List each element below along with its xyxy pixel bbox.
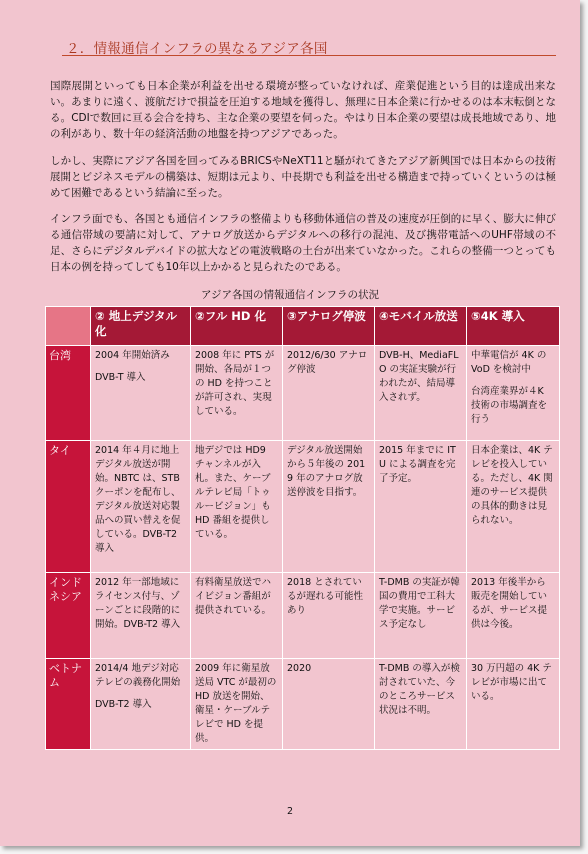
header-cell: ②フル HD 化 [191, 307, 283, 346]
cell-text: T-DMB の実証が韓国の費用で工科大学で実施。サービス予定なし [379, 577, 460, 630]
cell-text: 中華電信が 4K の VoD を検討中 [471, 350, 547, 375]
table-cell [467, 659, 560, 750]
cell-text: DVB-T 導入 [95, 372, 146, 383]
cell-text: 日本企業は、4K テレビを投入している。ただし、4K 関連のサービス提供の具体的動きは見られない。 [471, 445, 553, 526]
cell-text: 30 万円超の 4K テレビが市場に出ている。 [471, 663, 552, 702]
table-cell [191, 346, 283, 441]
cell-text: 2004 年開始済み [95, 350, 170, 361]
paragraph-1: 国際展開といっても日本企業が利益を出せる環境が整っていなければ、産業促進という目的は達成出来ない。あまりに遠く、渡航だけで損益を圧迫する地域を獲得し、無理に日本企業に行かせるのは本末転倒となる。CDIで数回に亘る会合を持ち、主な企業の要望を伺った。やはり日本企業の要望は成長地域であり、地の利があり、数十年の経済活動の地盤を持つアジアであった。 [50, 80, 556, 140]
table-cell [467, 573, 560, 659]
table-cell [91, 573, 191, 659]
infrastructure-table [45, 306, 560, 750]
cell-text: 2012 年一部地域にライセンス付与、ゾーンごとに段階的に開始。DVB-T2 導入 [95, 577, 181, 630]
cell-text: 2020 [287, 663, 312, 674]
paragraph-3: インフラ面でも、各国とも通信インフラの整備よりも移動体通信の普及の速度が圧倒的に早く、膨大に伸びる通信帯域の要請に対して、アナログ放送からデジタルへの移行の混沌、及び携帯電話へのUHF帯域の不足、さらにデジタルデバイドの拡大などの電波戦略の土台が出来ていなかった。これらの整備一つとっても日本の例を持ってしても10年以上かかると見られたのである。 [50, 213, 556, 273]
cell-text: 台湾産業界が４K 技術の市場調査を行う [471, 386, 548, 425]
header-cell: ④モバイル放送 [375, 307, 467, 346]
table-cell [283, 346, 375, 441]
row-country: 台湾 [46, 346, 91, 441]
row-country: ベトナム [46, 659, 91, 750]
header-cell: ② 地上デジタル化 [91, 307, 191, 346]
table-cell [91, 659, 191, 750]
table-cell [283, 573, 375, 659]
cell-text: 2018 とされているが遅れる可能性あり [287, 577, 364, 616]
section-heading: ２．情報通信インフラの異なるアジア各国 [66, 41, 328, 57]
table-row [46, 573, 560, 659]
cell-gap [95, 690, 186, 698]
cell-gap [471, 377, 555, 385]
cell-text: 地デジでは HD9 チャンネルが入札。また、ケーブルテレビ局「トゥルービジョン」も HD 番組を提供している。 [195, 445, 271, 540]
cell-text: 2008 年に PTS が開始、各局が１つの HD を持つことが許可され、実現している。 [195, 350, 275, 417]
table-cell [191, 573, 283, 659]
table-cell [91, 441, 191, 573]
table-cell [375, 573, 467, 659]
cell-gap [95, 363, 186, 371]
table-caption: アジア各国の情報通信インフラの状況 [200, 289, 380, 301]
table-cell [191, 441, 283, 573]
cell-text: 有料衛星放送でハイビジョン番組が提供されている。 [195, 577, 272, 616]
table-cell [375, 346, 467, 441]
cell-text: デジタル放送開始から５年後の 2019 年のアナログ放送停波を目指す。 [287, 445, 366, 498]
heading-rule [62, 55, 556, 56]
cell-text: 2009 年に衛星放送局 VTC が最初の HD 放送を開始、衛星・ケーブルテレビで HD を提供。 [195, 663, 277, 744]
table-cell [191, 659, 283, 750]
table-cell [375, 659, 467, 750]
table-cell [467, 346, 560, 441]
cell-text: DVB-H、MediaFLO の実証実験が行われたが、結局導入されず。 [379, 350, 459, 403]
row-country: タイ [46, 441, 91, 573]
cell-text: 2015 年までに ITU による調査を完了予定。 [379, 445, 456, 484]
row-country: インドネシア [46, 573, 91, 659]
table-cell [375, 441, 467, 573]
header-cell: ⑤4K 導入 [467, 307, 560, 346]
page-number: 2 [286, 806, 294, 817]
header-corner [46, 307, 91, 346]
table-row [46, 659, 560, 750]
paragraph-2: しかし、実際にアジア各国を回ってみるBRICSやNeXT11と騒がれてきたアジア新興国では日本からの技術展開とビジネスモデルの構築は、短期は元より、中長期でも利益を出せる構造まで持っていくというのは極めて困難であるという結論に至った。 [50, 155, 556, 199]
cell-text: T-DMB の導入が検討されていた、今のところサービス状況は不明。 [379, 663, 460, 716]
table-header-row [46, 307, 560, 346]
cell-text: DVB-T2 導入 [95, 699, 152, 710]
cell-text: 2014/4 地デジ対応テレビの義務化開始 [95, 663, 181, 688]
table-cell [283, 659, 375, 750]
table-cell [283, 441, 375, 573]
cell-text: 2013 年後半から販売を開始しているが、サービス提供は今後。 [471, 577, 548, 630]
cell-text: 2012/6/30 アナログ停波 [287, 350, 368, 375]
table-row [46, 441, 560, 573]
header-cell: ③アナログ停波 [283, 307, 375, 346]
table-cell [467, 441, 560, 573]
table-row [46, 346, 560, 441]
table-cell [91, 346, 191, 441]
cell-text: 2014 年４月に地上デジタル放送が開始。NBTC は、STB クーポンを配布し、デジタル放送対応製品への買い替えを促している。DVB-T2 導入 [95, 445, 181, 554]
